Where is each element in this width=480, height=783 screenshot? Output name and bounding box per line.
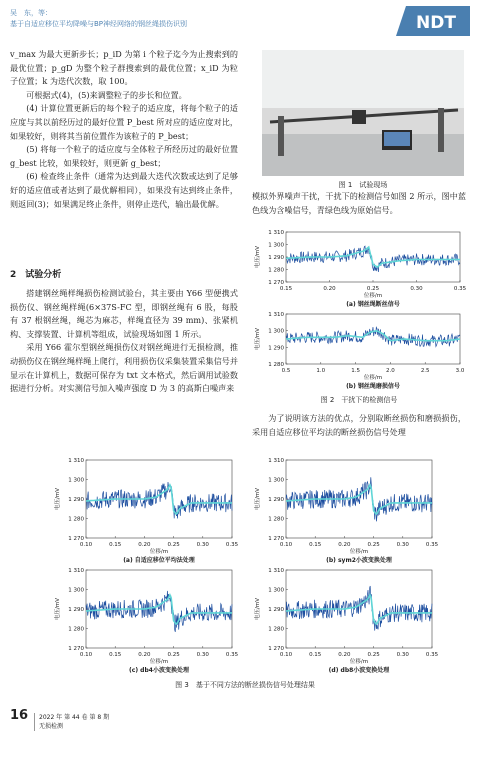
x-tick-label: 0.20: [338, 542, 351, 548]
chart-fig3d: [252, 566, 438, 674]
y-axis-label: 电压/mV: [255, 488, 261, 510]
paragraph-testbed: 搭建钢丝绳样绳损伤检测试验台，其主要由 Y66 型便携式损伤仪、钢丝绳样绳(6×37S-FC 型，即钢丝绳有 6 股，每股有 37 根钢丝绳，绳芯为麻芯，样绳直径为 39 mm)、张紧机构、支撑装置、计算机等组成，试验现场如图 1 所示。: [10, 288, 238, 339]
x-tick-label: 0.20: [323, 286, 336, 292]
x-tick-label: 3.0: [455, 368, 465, 374]
footer-issue: 2022 年 第 44 卷 第 8 期: [39, 714, 110, 721]
y-tick-label: 1 270: [68, 646, 84, 652]
fig1-caption: 图 1 试验现场: [338, 181, 388, 189]
fig3-caption: 图 3 基于不同方法的断丝损伤信号处理结果: [175, 681, 315, 689]
test-site-photo: [262, 50, 464, 176]
chart-subtitle: (c) db4小波变换处理: [129, 667, 189, 674]
x-tick-label: 0.15: [109, 542, 122, 548]
x-tick-label: 0.30: [396, 652, 409, 658]
chart-fig2b: [252, 310, 466, 390]
y-tick-label: 1 310: [268, 568, 284, 574]
header-authors: 吴 东，等：: [10, 9, 52, 17]
x-tick-label: 0.30: [196, 652, 209, 658]
x-tick-label: 0.20: [338, 652, 351, 658]
chart-subtitle: (b) sym2小波变换处理: [326, 557, 392, 564]
x-tick-label: 0.35: [225, 652, 238, 658]
y-tick-label: 1 270: [268, 646, 284, 652]
x-tick-label: 0.30: [410, 286, 423, 292]
logo-text: NDT: [416, 13, 456, 33]
ndt-logo: [396, 6, 470, 36]
x-tick-label: 0.30: [196, 542, 209, 548]
y-tick-label: 1 290: [68, 497, 84, 503]
y-tick-label: 1 310: [68, 458, 84, 464]
x-tick-label: 0.35: [453, 286, 466, 292]
paragraph-step5: (5) 将每一个粒子的适应度与全体粒子所经历过的最好位置 g_best 比较，如果较好，则更新 g_best；: [10, 144, 238, 168]
y-tick-label: 1 300: [268, 477, 284, 484]
y-tick-label: 1 270: [268, 536, 284, 542]
chart-fig2a: [252, 228, 466, 308]
y-tick-label: 1 300: [68, 587, 84, 594]
x-axis-label: 位移/m: [149, 549, 169, 555]
x-tick-label: 0.20: [138, 652, 151, 658]
page-footer: [10, 708, 28, 723]
footer-journal-name: 无损检测: [39, 723, 64, 730]
paragraph-advantage: [252, 412, 466, 439]
y-tick-label: 1 300: [268, 328, 284, 335]
x-tick-label: 2.5: [420, 368, 430, 374]
x-axis-label: 位移/m: [363, 375, 383, 381]
paragraph-advantage-text: 为了说明该方法的优点，分别取断丝损伤和磨损损伤，采用自适应移位平均法的断丝损伤信号处理: [252, 413, 466, 437]
chart-subtitle: (a) 钢丝绳断丝信号: [346, 301, 400, 308]
x-axis-label: 位移/m: [349, 659, 369, 665]
left-column-bottom: [10, 287, 238, 396]
footer-journal: [34, 713, 109, 731]
x-tick-label: 0.35: [425, 652, 438, 658]
y-tick-label: 1 270: [268, 280, 284, 286]
x-tick-label: 0.10: [279, 652, 293, 658]
chart-fig3b: [252, 456, 438, 564]
x-tick-label: 1.5: [351, 368, 360, 374]
x-tick-label: 0.25: [367, 542, 380, 548]
paragraph-step4: (4) 计算位置更新后的每个粒子的适应度，将每个粒子的适应度与其以前经历过的最好位置 P_best 所对应的适应度对比，如果较好，则将其当前位置作为该粒子的 P_best；: [10, 103, 238, 141]
paragraph-adjust: 可根据式(4)，(5)来调整粒子的步长和位置。: [26, 89, 187, 100]
x-tick-label: 0.25: [366, 286, 380, 292]
chart-subtitle: (a) 自适应移位平均法处理: [123, 557, 195, 564]
chart-fig3c: [52, 566, 238, 674]
x-axis-label: 位移/m: [349, 549, 369, 555]
y-tick-label: 1 280: [268, 626, 284, 633]
x-tick-label: 2.0: [386, 368, 395, 374]
x-tick-label: 0.35: [225, 542, 238, 548]
x-tick-label: 0.20: [138, 542, 151, 548]
x-tick-label: 0.15: [309, 652, 322, 658]
y-tick-label: 1 310: [268, 230, 284, 236]
header-title: 基于自适应移位平均降噪与BP神经网络的钢丝绳损伤识别: [10, 20, 188, 28]
x-tick-label: 0.35: [425, 542, 438, 548]
y-tick-label: 1 310: [68, 568, 84, 574]
y-tick-label: 1 280: [268, 516, 284, 523]
y-tick-label: 1 300: [68, 477, 84, 484]
x-tick-label: 0.15: [309, 542, 322, 548]
chart-subtitle: (d) db8小波变换处理: [328, 667, 390, 674]
running-header: [10, 8, 187, 30]
y-axis-label: 电压/mV: [255, 598, 261, 620]
paragraph-noise-text: 模拟外界噪声干扰，干扰下的检测信号如图 2 所示，图中蓝色线为含噪信号，青绿色线为原始信号。: [252, 191, 466, 215]
y-axis-label: 电压/mV: [255, 328, 261, 350]
section-heading: 2 试验分析: [10, 270, 62, 280]
y-tick-label: 1 290: [268, 497, 284, 503]
fig2-caption: 图 2 干扰下的检测信号: [320, 396, 398, 404]
y-tick-label: 1 270: [68, 536, 84, 542]
x-tick-label: 0.10: [79, 652, 93, 658]
y-tick-label: 1 290: [268, 345, 284, 352]
y-tick-label: 1 280: [268, 362, 284, 368]
x-tick-label: 0.30: [396, 542, 409, 548]
x-tick-label: 0.15: [109, 652, 122, 658]
x-tick-label: 0.25: [167, 652, 180, 658]
x-axis-label: 位移/m: [149, 659, 169, 665]
paragraph-step6: (6) 检查终止条件（通常为达到最大迭代次数或达到了足够好的适应值或者达到了最优解相同），如果没有达到终止条件，则返回(3)；如果满足终止条件，则停止迭代，输出最优解。: [10, 171, 238, 209]
page-number: 16: [10, 708, 29, 723]
y-tick-label: 1 300: [268, 242, 284, 249]
paragraph-vmax: v_max 为最大更新步长；p_iD 为第 i 个粒子迄今为止搜索到的最优位置；p_gD 为整个粒子群搜索到的最优位置；x_iD 为粒子位置；k 为迭代次数，取 100。: [10, 49, 238, 87]
x-tick-label: 0.25: [167, 542, 180, 548]
y-axis-label: 电压/mV: [55, 488, 61, 510]
y-tick-label: 1 290: [268, 607, 284, 613]
y-tick-label: 1 280: [68, 626, 84, 633]
x-tick-label: 0.10: [279, 542, 293, 548]
y-tick-label: 1 290: [68, 607, 84, 613]
x-tick-label: 0.25: [367, 652, 380, 658]
chart-subtitle: (b) 钢丝绳磨损信号: [346, 383, 400, 390]
y-tick-label: 1 280: [268, 267, 284, 274]
y-axis-label: 电压/mV: [55, 598, 61, 620]
y-tick-label: 1 290: [268, 255, 284, 261]
x-axis-label: 位移/m: [363, 293, 383, 299]
y-axis-label: 电压/mV: [255, 246, 261, 268]
y-tick-label: 1 280: [68, 516, 84, 523]
y-tick-label: 1 300: [268, 587, 284, 594]
x-tick-label: 1.0: [316, 368, 326, 374]
chart-fig3a: [52, 456, 238, 564]
x-tick-label: 0.10: [79, 542, 93, 548]
x-tick-label: 0.5: [281, 368, 291, 374]
paragraph-method: 采用 Y66 霍尔型钢丝绳损伤仪对钢丝绳进行无损检测，推动损伤仪在钢丝绳样绳上爬行，利用损伤仪采集装置采集信号并显示在计算机上，数据可保存为 txt 文本格式，然后调用试验数据进行分析。对实测信号加入噪声强度 D 为 3 的高斯白噪声来: [10, 342, 238, 394]
left-column-top: [10, 48, 238, 211]
x-tick-label: 0.15: [279, 286, 293, 292]
paragraph-noise: [252, 190, 466, 217]
y-tick-label: 1 310: [268, 312, 284, 318]
y-tick-label: 1 310: [268, 458, 284, 464]
